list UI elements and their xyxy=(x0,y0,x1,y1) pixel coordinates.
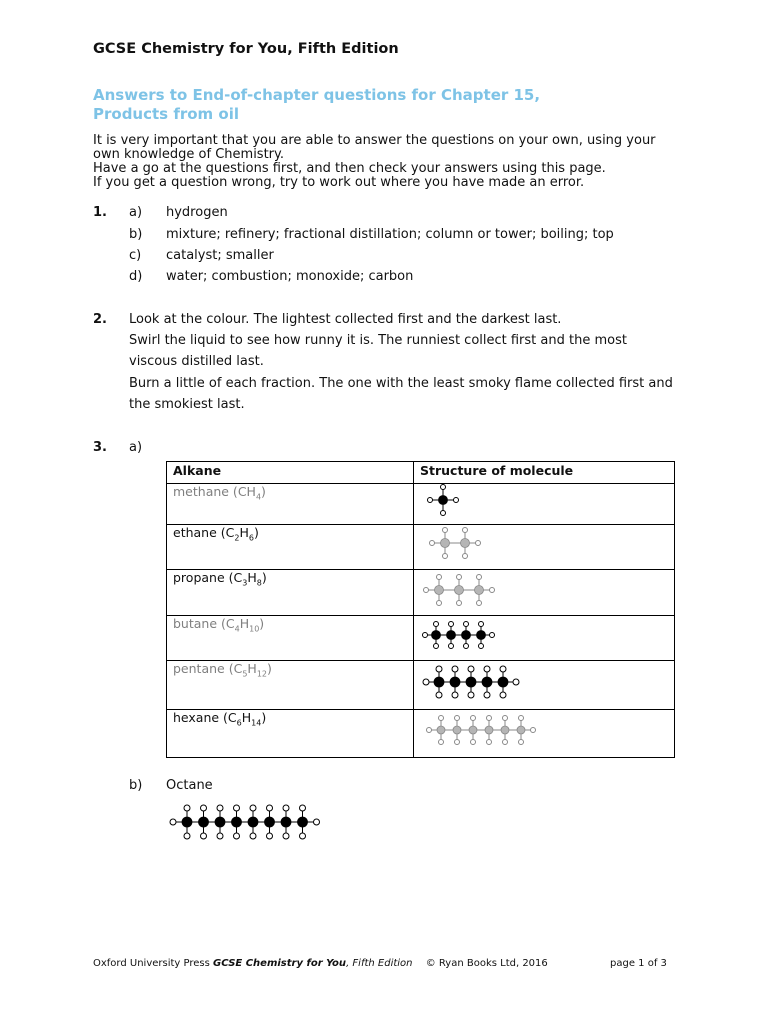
column-header-alkane: Alkane xyxy=(167,462,414,484)
table-row xyxy=(167,710,675,758)
hydrogen-atom xyxy=(449,644,454,649)
hydrogen-atom xyxy=(428,498,433,503)
hydrogen-atom xyxy=(455,716,460,721)
hydrogen-atom xyxy=(250,805,256,811)
question-number: 3. xyxy=(93,440,107,455)
carbon-atom xyxy=(447,631,456,640)
carbon-atom xyxy=(281,817,291,827)
hydrogen-atom xyxy=(267,805,273,811)
molecule-structure-butane xyxy=(414,616,675,661)
part-label: c) xyxy=(129,248,142,263)
hydrogen-atom xyxy=(484,666,490,672)
intro-paragraph xyxy=(93,134,683,190)
hydrogen-atom xyxy=(283,833,289,839)
part-label: a) xyxy=(129,440,143,455)
hydrogen-atom xyxy=(490,633,495,638)
octane-structure xyxy=(166,800,336,844)
part-label: b) xyxy=(129,778,143,793)
carbon-atom xyxy=(482,677,492,687)
molecule-structure-propane xyxy=(414,570,675,616)
hydrogen-atom xyxy=(455,740,460,745)
hydrogen-atom xyxy=(267,833,273,839)
hydrogen-atom xyxy=(434,644,439,649)
answer-line: viscous distilled last. xyxy=(129,354,264,369)
question-number: 2. xyxy=(93,312,107,327)
hydrogen-atom xyxy=(314,819,320,825)
footer-book: GCSE Chemistry for You xyxy=(213,958,347,969)
answer-text: hydrogen xyxy=(166,205,228,220)
intro-line: If you get a question wrong, try to work out where you have made an error. xyxy=(93,175,585,190)
carbon-atom xyxy=(437,726,445,734)
molecule-structure-pentane xyxy=(414,661,675,710)
part-label: d) xyxy=(129,269,143,284)
hydrogen-atom xyxy=(427,728,432,733)
answer-line: the smokiest last. xyxy=(129,397,245,412)
table-row xyxy=(167,525,675,570)
carbon-atom xyxy=(501,726,509,734)
hydrogen-atom xyxy=(476,541,481,546)
hydrogen-atom xyxy=(490,588,495,593)
molecule-structure-hexane xyxy=(414,710,675,758)
carbon-atom xyxy=(469,726,477,734)
hydrogen-atom xyxy=(503,716,508,721)
alkane-name-methane: methane $(CH_4)$ xyxy=(167,484,414,525)
book-title: GCSE Chemistry for You, Fifth Edition xyxy=(93,41,399,57)
hydrogen-atom xyxy=(441,511,446,516)
alkane-name-pentane: pentane $(C_5H_{12})$ xyxy=(167,661,414,710)
carbon-atom xyxy=(232,817,242,827)
footer-publisher: Oxford University Press xyxy=(93,958,214,969)
hydrogen-atom xyxy=(436,692,442,698)
answer-line: Look at the colour. The lightest collected first and the darkest last. xyxy=(129,312,562,327)
part-label: b) xyxy=(129,227,143,242)
hydrogen-atom xyxy=(452,692,458,698)
hydrogen-atom xyxy=(463,554,468,559)
molecule-structure-ethane xyxy=(414,525,675,570)
carbon-atom xyxy=(215,817,225,827)
answer-text: mixture; refinery; fractional distillation; column or tower; boiling; top xyxy=(166,227,614,242)
alkane-name-propane: propane $(C_3H_8)$ xyxy=(167,570,414,616)
hydrogen-atom xyxy=(436,666,442,672)
answer-text: catalyst; smaller xyxy=(166,248,274,263)
carbon-atom xyxy=(461,539,470,548)
hydrogen-atom xyxy=(430,541,435,546)
chapter-title xyxy=(93,86,653,124)
hydrogen-atom xyxy=(443,528,448,533)
hydrogen-atom xyxy=(437,601,442,606)
hydrogen-atom xyxy=(217,833,223,839)
hydrogen-atom xyxy=(503,740,508,745)
hydrogen-atom xyxy=(283,805,289,811)
hydrogen-atom xyxy=(463,528,468,533)
hydrogen-atom xyxy=(457,575,462,580)
hydrogen-atom xyxy=(531,728,536,733)
carbon-atom xyxy=(182,817,192,827)
carbon-atom xyxy=(477,631,486,640)
hydrogen-atom xyxy=(457,601,462,606)
carbon-atom xyxy=(199,817,209,827)
hydrogen-atom xyxy=(471,716,476,721)
hydrogen-atom xyxy=(184,833,190,839)
footer-page-number: page 1 of 3 xyxy=(610,958,667,969)
part-label: a) xyxy=(129,205,143,220)
hydrogen-atom xyxy=(439,716,444,721)
hydrogen-atom xyxy=(487,740,492,745)
alkane-table xyxy=(166,461,675,758)
hydrogen-atom xyxy=(477,601,482,606)
hydrogen-atom xyxy=(513,679,519,685)
hydrogen-atom xyxy=(441,485,446,490)
carbon-atom xyxy=(248,817,258,827)
alkane-name-butane: butane $(C_4H_{10})$ xyxy=(167,616,414,661)
carbon-atom xyxy=(265,817,275,827)
alkane-name-hexane: hexane $(C_6H_{14})$ xyxy=(167,710,414,758)
hydrogen-atom xyxy=(487,716,492,721)
hydrogen-atom xyxy=(500,666,506,672)
hydrogen-atom xyxy=(443,554,448,559)
table-header-row xyxy=(167,462,675,484)
carbon-atom xyxy=(439,496,448,505)
molecule-structure-methane xyxy=(414,484,675,525)
hydrogen-atom xyxy=(484,692,490,698)
question-number: 1. xyxy=(93,205,107,220)
carbon-atom xyxy=(441,539,450,548)
hydrogen-atom xyxy=(454,498,459,503)
table-row xyxy=(167,616,675,661)
footer-edition: , Fifth Edition xyxy=(346,958,413,969)
carbon-atom xyxy=(298,817,308,827)
column-header-structure: Structure of molecule xyxy=(414,462,675,484)
carbon-atom xyxy=(453,726,461,734)
answer-line: Swirl the liquid to see how runny it is. The runniest collect first and the most xyxy=(129,333,627,348)
hydrogen-atom xyxy=(477,575,482,580)
table-row xyxy=(167,484,675,525)
intro-line: It is very important that you are able to answer the questions on your own, using your xyxy=(93,133,656,148)
carbon-atom xyxy=(498,677,508,687)
answer-text: water; combustion; monoxide; carbon xyxy=(166,269,414,284)
hydrogen-atom xyxy=(423,633,428,638)
hydrogen-atom xyxy=(479,644,484,649)
hydrogen-atom xyxy=(519,716,524,721)
hydrogen-atom xyxy=(234,805,240,811)
hydrogen-atom xyxy=(300,805,306,811)
hydrogen-atom xyxy=(500,692,506,698)
hydrogen-atom xyxy=(300,833,306,839)
chapter-title-line1: Answers to End-of-chapter questions for Chapter 15, xyxy=(93,86,541,104)
carbon-atom xyxy=(466,677,476,687)
hydrogen-atom xyxy=(468,692,474,698)
hydrogen-atom xyxy=(423,679,429,685)
answer-line: Burn a little of each fraction. The one with the least smoky flame collected first and xyxy=(129,376,673,391)
carbon-atom xyxy=(455,586,464,595)
hydrogen-atom xyxy=(434,622,439,627)
hydrogen-atom xyxy=(439,740,444,745)
hydrogen-atom xyxy=(519,740,524,745)
intro-line: own knowledge of Chemistry. xyxy=(93,147,284,162)
hydrogen-atom xyxy=(234,833,240,839)
carbon-atom xyxy=(434,677,444,687)
hydrogen-atom xyxy=(170,819,176,825)
footer-copyright: © Ryan Books Ltd, 2016 xyxy=(425,958,548,969)
hydrogen-atom xyxy=(437,575,442,580)
hydrogen-atom xyxy=(201,805,207,811)
carbon-atom xyxy=(462,631,471,640)
carbon-atom xyxy=(450,677,460,687)
carbon-atom xyxy=(517,726,525,734)
alkane-name-ethane: ethane $(C_2H_6)$ xyxy=(167,525,414,570)
table-row xyxy=(167,661,675,710)
hydrogen-atom xyxy=(468,666,474,672)
chapter-title-line2: Products from oil xyxy=(93,105,239,123)
carbon-atom xyxy=(485,726,493,734)
hydrogen-atom xyxy=(250,833,256,839)
hydrogen-atom xyxy=(464,644,469,649)
hydrogen-atom xyxy=(452,666,458,672)
table-row xyxy=(167,570,675,616)
hydrogen-atom xyxy=(464,622,469,627)
carbon-atom xyxy=(435,586,444,595)
intro-line: Have a go at the questions first, and then check your answers using this page. xyxy=(93,161,606,176)
hydrogen-atom xyxy=(201,833,207,839)
hydrogen-atom xyxy=(479,622,484,627)
octane-label: Octane xyxy=(166,778,213,793)
carbon-atom xyxy=(432,631,441,640)
hydrogen-atom xyxy=(217,805,223,811)
hydrogen-atom xyxy=(184,805,190,811)
carbon-atom xyxy=(475,586,484,595)
footer xyxy=(93,958,548,969)
hydrogen-atom xyxy=(471,740,476,745)
hydrogen-atom xyxy=(449,622,454,627)
hydrogen-atom xyxy=(424,588,429,593)
